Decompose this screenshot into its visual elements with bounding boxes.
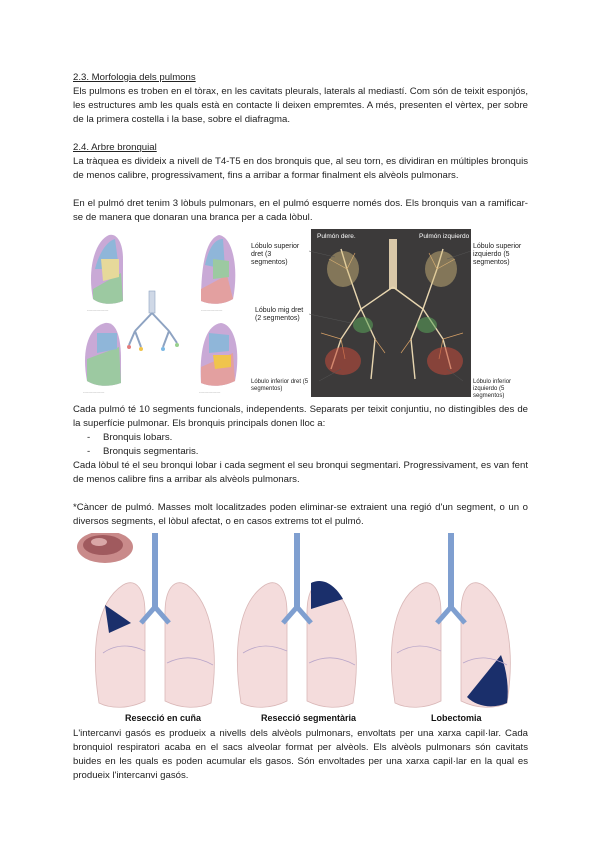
label-lower-right-lobe: Lóbulo inferior dret (5 segmentos) [251, 379, 309, 392]
svg-text:----------------: ---------------- [87, 307, 109, 312]
list-item: - Bronquis lobars. [73, 431, 528, 445]
bronchi-list [73, 431, 528, 459]
lobectomy-diagram [391, 533, 510, 707]
paragraph-segments: Cada pulmó té 10 segments funcionals, independents. Separats per teixit conjuntiu, no distingibles des de la superfície pulmonar. Els bronquis principals donen lloc a: [73, 404, 528, 429]
svg-text:----------------: ---------------- [83, 389, 105, 394]
segment-diagram-illustration [73, 229, 245, 397]
paragraph-lobes: En el pulmó dret tenim 3 lòbuls pulmonars, en el pulmó esquerre només dos. Els bronquis van a ramificar-se de manera que donaran una branca per a cada lòbul. [73, 198, 528, 223]
svg-text:----------------: ---------------- [199, 389, 221, 394]
label-right-lung: Pulmón dere. [317, 233, 356, 240]
section-heading-bronchial-tree: 2.4. Arbre bronquial [73, 142, 157, 153]
label-upper-left-lobe: Lóbulo superior izquierdo (5 segmentos) [473, 243, 522, 266]
segmentectomy-diagram [237, 533, 356, 707]
paragraph-trachea: La tràquea es divideix a nivell de T4-T5 en dos bronquis que, al seu torn, es dividiran en múltiples bronquis de menos calibre, progressivament, fins a arribar a formar finalment els alvèols pulmonars. [73, 156, 528, 181]
document-page [73, 71, 528, 783]
paragraph-gas-exchange: L'intercanvi gasós es produeix a nivells dels alvèols pulmonars, envoltats per una xarxa capil·lar. Cada bronquiol respiratori acaba en el sacs alveolar format per alvèols. Els alvèols pulmonars són cavitats buides en les quals es poden acumular els gasos. Són envoltades per una xarxa capil·lar en la qual es produeix l'intercanvi gasós. [73, 728, 528, 781]
list-item: - Bronquis segmentaris. [73, 445, 528, 459]
figure-resection-types [73, 533, 528, 727]
label-upper-right-lobe: Lóbulo superior dret (3 segmentos) [251, 243, 300, 266]
paragraph-morphology: Els pulmons es troben en el tòrax, en les cavitats pleurals, laterals al mediastí. Com són de teixit esponjós, les estructures amb les quals està en contacte li deixen empremtes. A més, presenten el vèrtex, per sobre de la primera costella i la base, sobre el diafragma. [73, 86, 528, 125]
bronchial-cast-photo [251, 229, 528, 397]
label-middle-lobe: Lóbulo mig dret (2 segmentos) [255, 307, 304, 322]
label-lower-left-lobe: Lóbulo inferior izquierdo (5 segmentos) [473, 379, 512, 399]
caption-lobectomy: Lobectomia [431, 713, 482, 723]
caption-segmentectomy: Resecció segmentària [261, 713, 357, 723]
svg-text:----------------: ---------------- [201, 307, 223, 312]
paragraph-lobar-bronchus: Cada lòbul té el seu bronqui lobar i cada segment el seu bronqui segmentari. Progressivament, es van fent de menos calibre fins a arribar als alvèols pulmonars. [73, 460, 528, 485]
label-left-lung: Pulmón izquierdo [419, 233, 470, 240]
figure-lung-segments [73, 229, 528, 397]
section-heading-morphology: 2.3. Morfologia dels pulmons [73, 72, 196, 83]
caption-wedge-resection: Resecció en cuña [125, 713, 202, 723]
paragraph-lung-cancer-note: *Càncer de pulmó. Masses molt localitzades poden eliminar-se extraient una regió d'un segment, o un o diversos segments, el lòbul afectat, o en casos extrems tot el pulmó. [73, 502, 528, 527]
resection-diagrams [73, 533, 528, 727]
